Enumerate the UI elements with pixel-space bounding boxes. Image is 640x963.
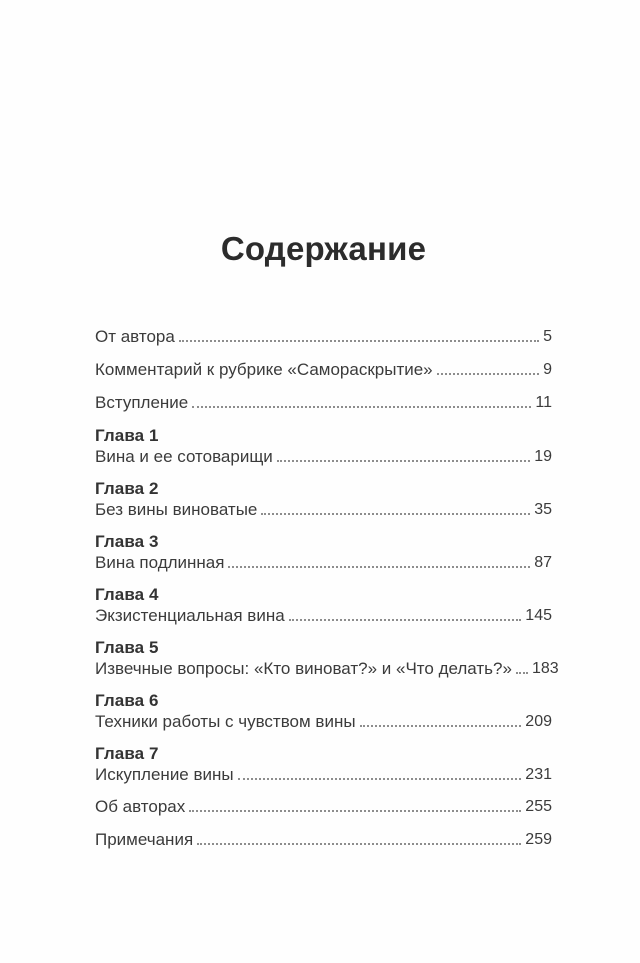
toc-row — [95, 829, 552, 850]
chapter-heading: Глава 6 — [95, 691, 159, 710]
entry-label: Искупление вины — [95, 765, 234, 784]
entry-label: Вина и ее сотоварищи — [95, 447, 273, 466]
entry-label: От автора — [95, 327, 175, 346]
page-number: 255 — [525, 798, 552, 815]
toc-row — [95, 446, 552, 467]
page-number: 145 — [525, 607, 552, 624]
page-number: 259 — [525, 831, 552, 848]
page-number: 35 — [534, 501, 552, 518]
dot-leader — [197, 843, 521, 845]
entry-label: Без вины виноватые — [95, 500, 258, 519]
entry-label: Об авторах — [95, 797, 186, 816]
entry-label: Вина подлинная — [95, 553, 225, 572]
page-number: 87 — [534, 554, 552, 571]
entry-label: Примечания — [95, 830, 194, 849]
dot-leader — [228, 566, 530, 568]
page-number: 9 — [543, 361, 552, 378]
toc-row — [95, 326, 552, 347]
dot-leader — [289, 619, 522, 621]
chapter-heading: Глава 3 — [95, 532, 159, 551]
toc-row — [95, 605, 552, 626]
dot-leader — [238, 778, 522, 780]
page-number: 19 — [534, 448, 552, 465]
dot-leader — [360, 725, 522, 727]
toc-row — [95, 764, 552, 785]
dot-leader — [189, 810, 521, 812]
page-number: 11 — [535, 394, 552, 411]
back-matter-section — [95, 796, 552, 850]
chapter-entry — [95, 425, 552, 467]
chapter-entry — [95, 690, 552, 732]
chapter-entry — [95, 531, 552, 573]
chapters-section — [95, 425, 559, 785]
page-number: 231 — [525, 766, 552, 783]
front-matter-section — [95, 326, 552, 413]
chapter-heading: Глава 4 — [95, 585, 159, 604]
toc-row — [95, 392, 552, 413]
dot-leader — [261, 513, 530, 515]
entry-label: Вступление — [95, 393, 189, 412]
chapter-heading: Глава 5 — [95, 638, 159, 657]
toc-row — [95, 552, 552, 573]
chapter-heading: Глава 7 — [95, 744, 159, 763]
page-title: Содержание — [220, 230, 427, 267]
entry-label: Техники работы с чувством вины — [95, 712, 356, 731]
dot-leader — [516, 672, 528, 674]
chapter-entry — [95, 743, 552, 785]
toc-row — [95, 359, 552, 380]
dot-leader — [277, 460, 530, 462]
page-number: 183 — [531, 660, 559, 677]
entry-label: Комментарий к рубрике «Самораскрытие» — [95, 360, 433, 379]
toc-row — [95, 796, 552, 817]
toc-row — [95, 658, 559, 679]
entry-label: Извечные вопросы: «Кто виноват?» и «Что делать?» — [95, 659, 512, 678]
dot-leader — [192, 406, 531, 408]
page-number: 5 — [543, 328, 552, 345]
dot-leader — [179, 340, 539, 342]
chapter-heading: Глава 2 — [95, 479, 159, 498]
chapter-heading: Глава 1 — [95, 426, 159, 445]
toc-row — [95, 499, 552, 520]
chapter-entry — [95, 637, 559, 679]
chapter-entry — [95, 478, 552, 520]
chapter-entry — [95, 584, 552, 626]
dot-leader — [437, 373, 539, 375]
page-number: 209 — [525, 713, 552, 730]
entry-label: Экзистенциальная вина — [95, 606, 285, 625]
toc-row — [95, 711, 552, 732]
